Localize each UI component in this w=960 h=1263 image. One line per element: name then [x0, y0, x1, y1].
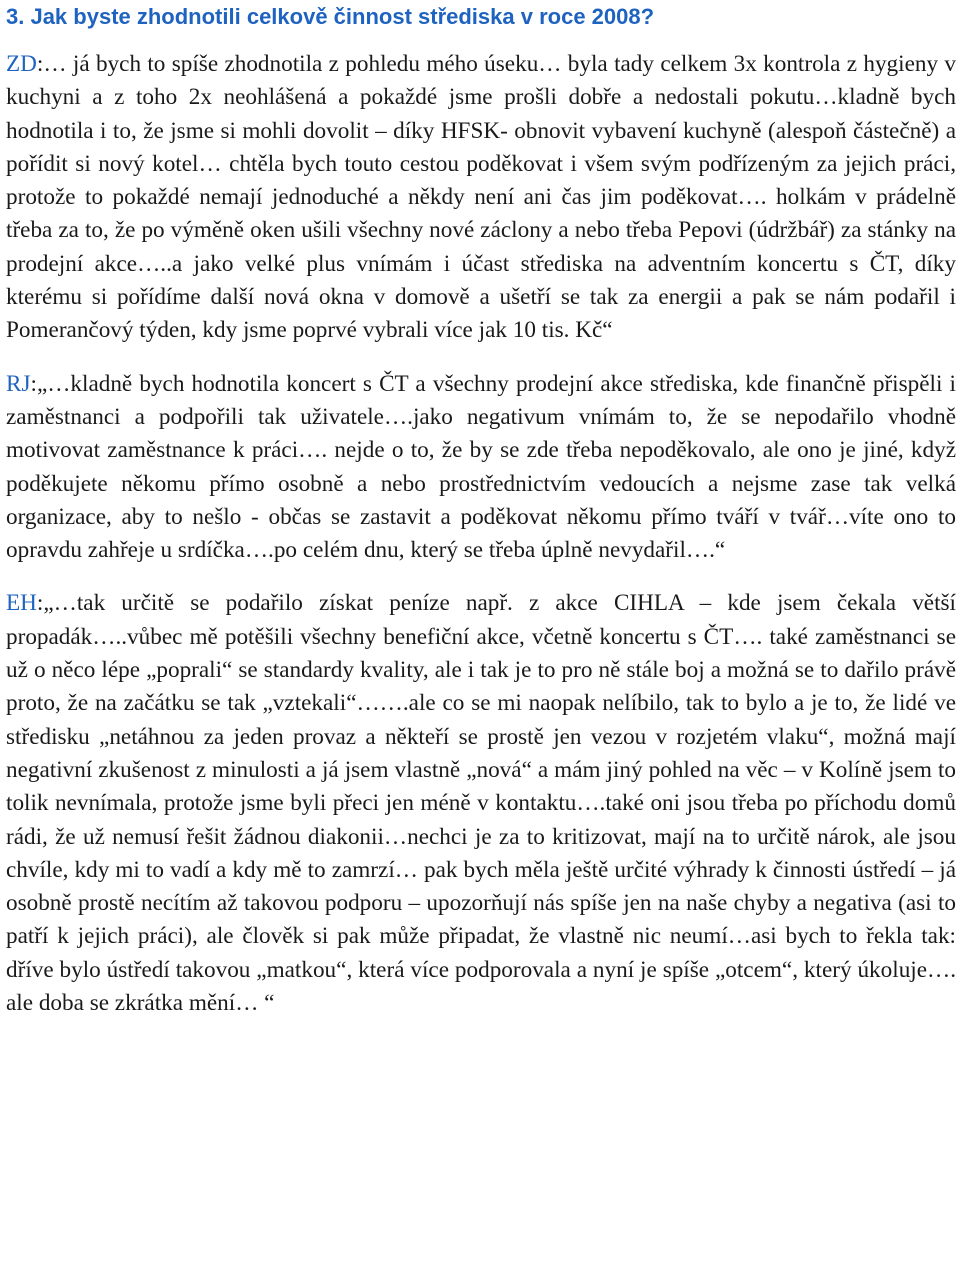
response-rj — [6, 368, 956, 568]
response-text: :„…tak určitě se podařilo získat peníze např. z akce CIHLA – kde jsem čekala větší propadák…..vůbec mě potěšili všechny benefiční akce, včetně koncertu s ČT…. také zaměstnanci se už o něco lépe „poprali“ se standardy kvality, ale i tak je to pro ně stále boj a možná se to dařilo právě proto, že na začátku se tak „vztekali“…….ale co se mi naopak nelíbilo, tak to bylo a je to, že lidé ve středisku „netáhnou za jeden provaz a někteří se prostě jen vezou v rozjetém vlaku“, možná mají negativní zkušenost z minulosti a já jsem vlastně „nová“ a mám jiný pohled na věc – v Kolíně jsem to tolik nevnímala, protože jsme byli přeci jen méně v kontaktu….také oni jsou třeba po příchodu domů rádi, že už nemusí řešit žádnou diakonii…nechci je za to kritizovat, mají na to určitě nárok, ale jsou chvíle, kdy mi to vadí a kdy mě to zamrzí… pak bych měla ještě určité výhrady k činnosti ústředí – já osobně prostě necítím až takovou podporu – upozorňují nás spíše jen na naše chyby a negativa (asi to patří k jejich práci), ale člověk si pak může připadat, že vlastně nic neumí…asi bych to řekla tak: dříve bylo ústředí takovou „matkou“, která více podporovala a nyní je spíše „otcem“, který úkoluje…. ale doba se zkrátka mění… “ — [6, 590, 956, 1017]
speaker-label: EH — [6, 590, 37, 617]
speaker-label: RJ — [6, 370, 31, 397]
question-heading: 3. Jak byste zhodnotili celkově činnost střediska v roce 2008? — [6, 4, 655, 29]
speaker-label: ZD — [6, 51, 37, 77]
response-eh — [6, 587, 956, 1020]
response-text: :„…kladně bych hodnotila koncert s ČT a všechny prodejní akce střediska, kde finančně přispěli i zaměstnanci a podpořili tak uživatele….jako negativum vnímám to, že se nepodařilo vhodně motivovat zaměstnance k práci…. nejde o to, že by se zde třeba nepoděkovalo, ale ono je jiné, když poděkujete někomu přímo osobně a nebo prostřednictvím vedoucích a nejsme zase tak velká organizace, aby to nešlo - občas se zastavit a poděkovat někomu přímo tváří v tvář…víte ono to opravdu zahřeje u srdíčka….po celém dnu, který se třeba úplně nevydařil….“ — [6, 370, 956, 564]
response-text: :… já bych to spíše zhodnotila z pohledu mého úseku… byla tady celkem 3x kontrola z hygieny v kuchyni a z toho 2x neohlášená a pokaždé jsme prošli dobře a nedostali pokutu…kladně bych hodnotila i to, že jsme si mohli dovolit – díky HFSK- obnovit vybavení kuchyně (alespoň částečně) a pořídit si nový kotel… chtěla bych touto cestou poděkovat i všem svým podřízeným za jejich práci, protože to pokaždé nemají jednoduché a někdy není ani čas jim poděkovat…. holkám v prádelně třeba za to, že po výměně oken ušili všechny nové záclony a nebo třeba Pepovi (údržbář) za stánky na prodejní akce…..a jako velké plus vnímám i účast střediska na adventním koncertu s ČT, díky kterému si pořídíme další nová okna v domově a ušetří se tak za energii a pak se nám podařil i Pomerančový týden, kdy jsme poprvé vybrali více jak 10 tis. Kč“ — [6, 51, 956, 344]
response-zd — [6, 48, 956, 348]
